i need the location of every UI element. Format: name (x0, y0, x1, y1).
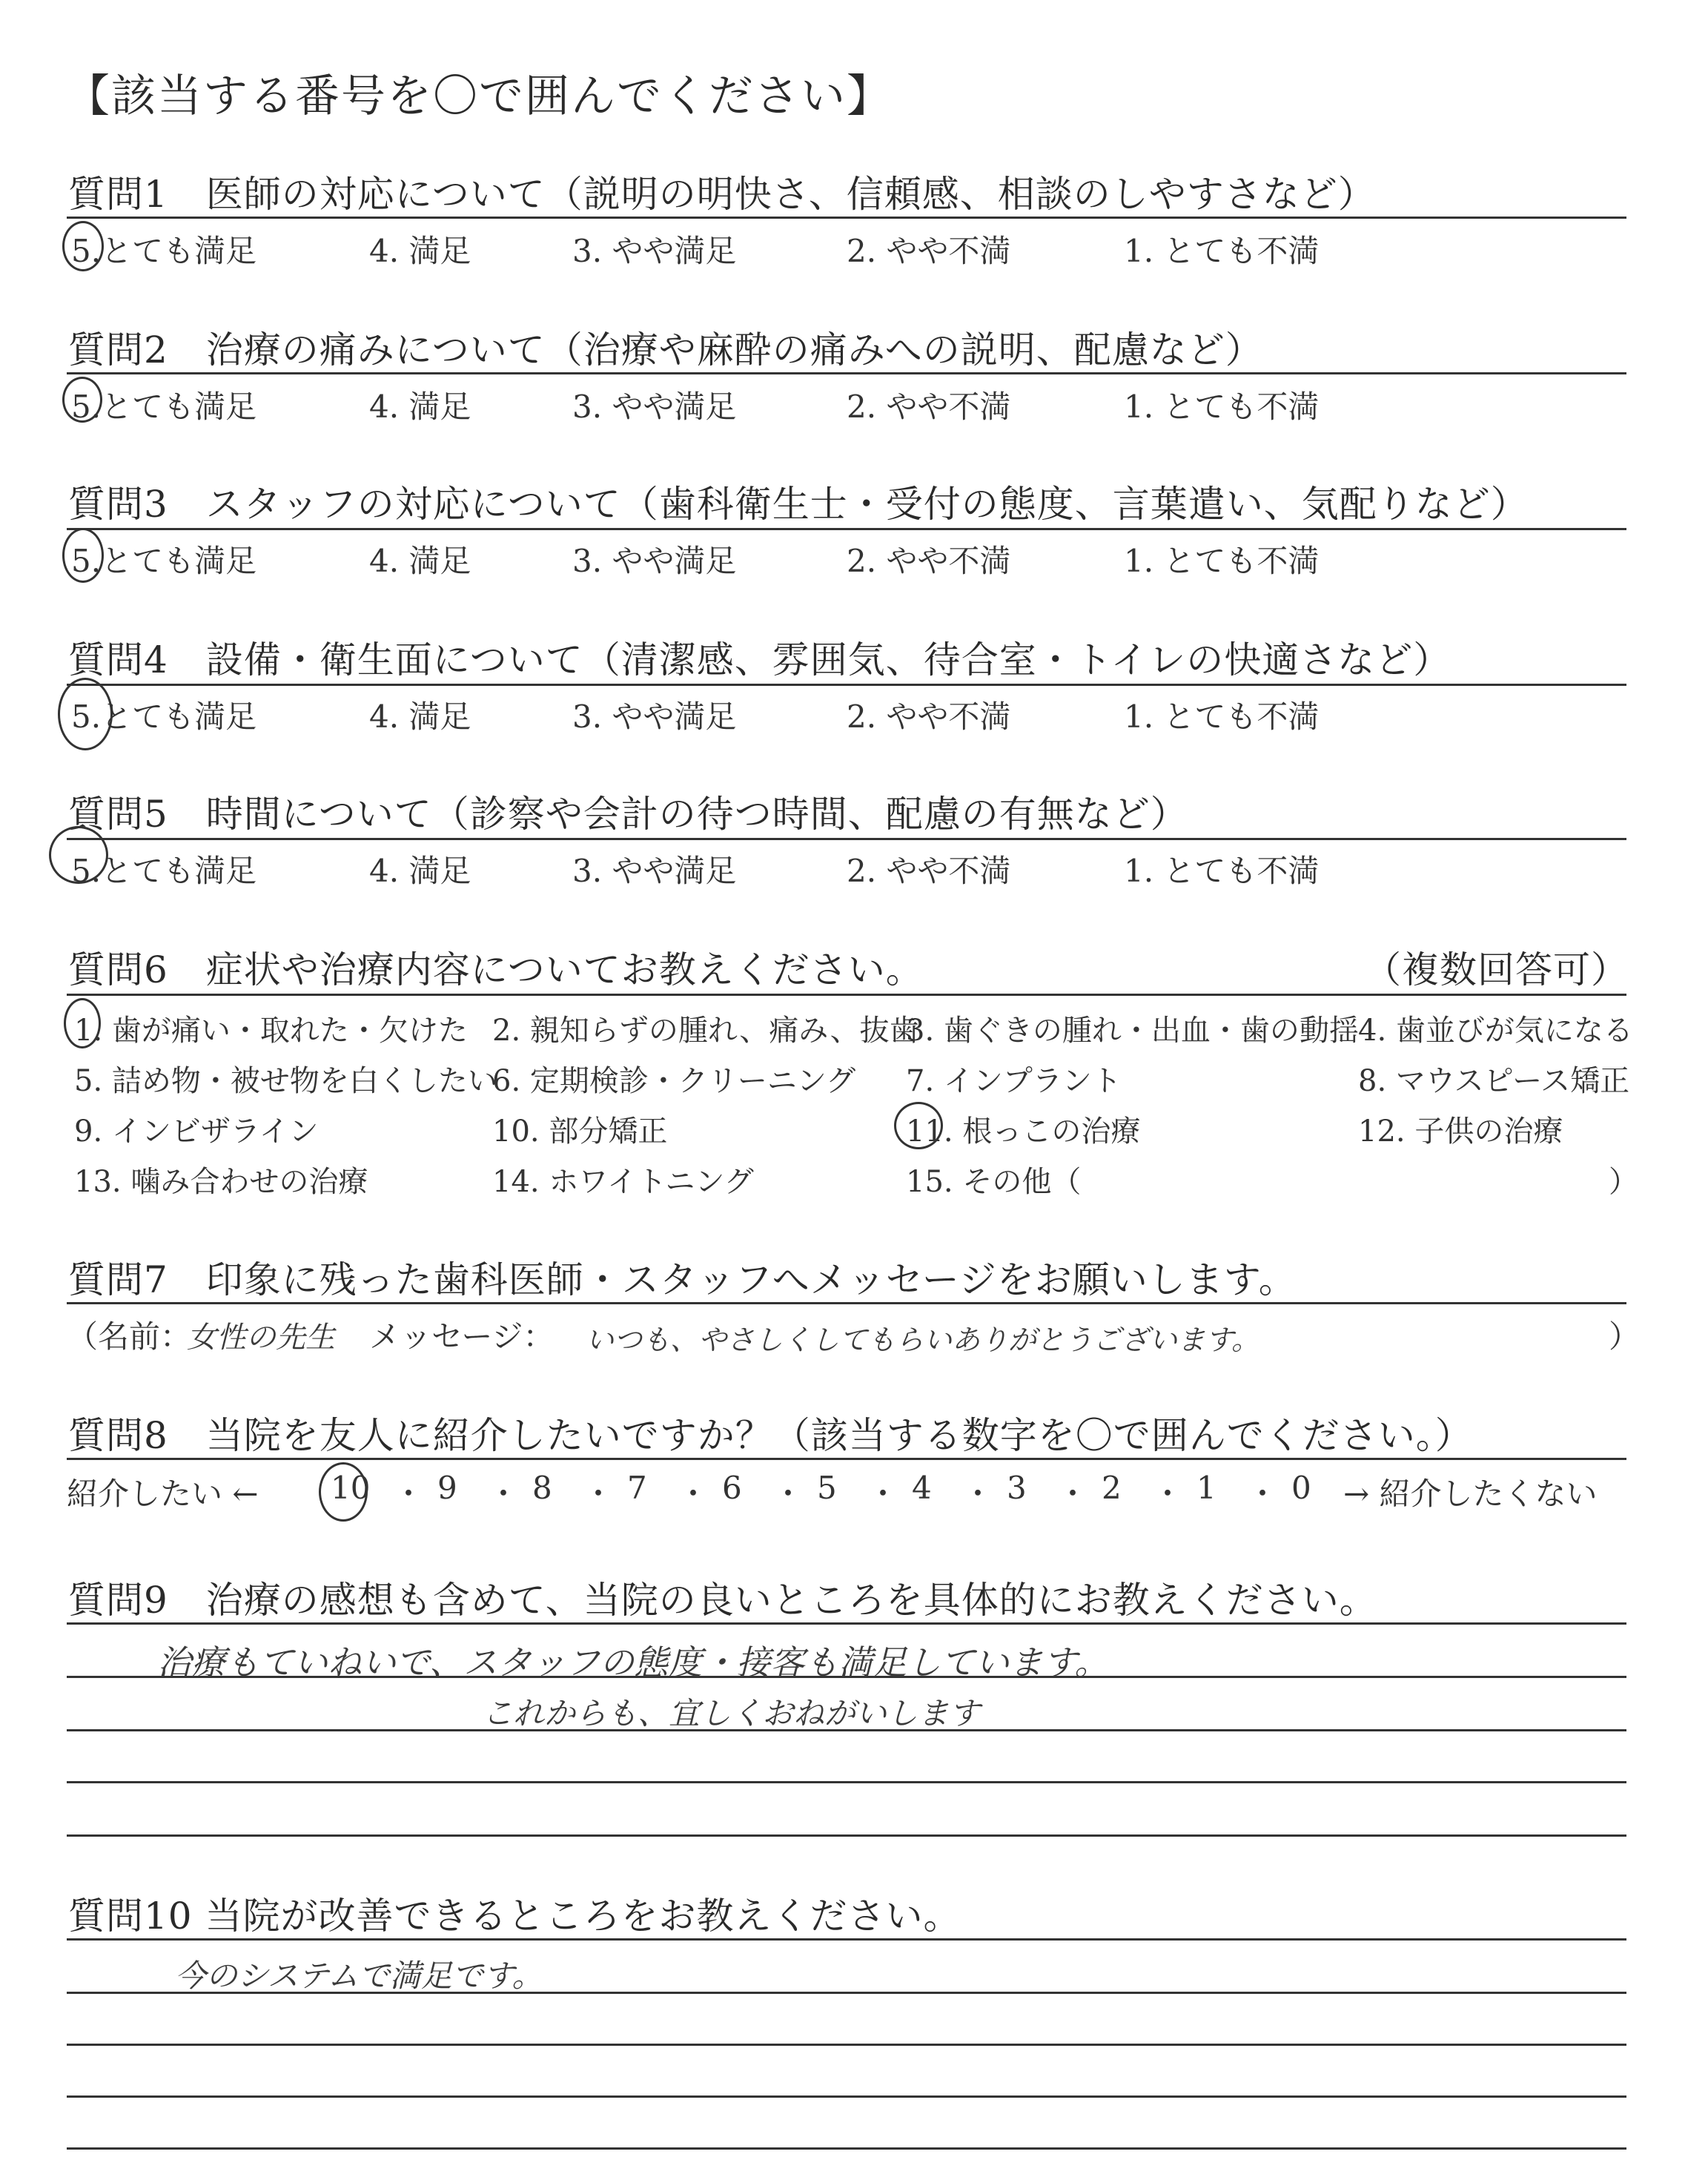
question-7-title: 質問7 印象に残った歯科医師・スタッフへメッセージをお願いします。 (68, 1258, 1297, 1301)
q8-scale-3[interactable]: 3 (1007, 1470, 1027, 1506)
q5-option-4[interactable]: 4. 満足 (369, 853, 471, 889)
q6-option-4[interactable]: 4. 歯並びが気になる (1358, 1014, 1633, 1048)
q10-answer-line-1[interactable]: 今のシステムで満足です。 (175, 1958, 543, 1994)
q8-scale-4[interactable]: 4 (912, 1470, 932, 1506)
q8-right-label: → 紹介したくない (1343, 1476, 1598, 1512)
q6-selection-circle-1 (64, 998, 101, 1048)
q3-option-2[interactable]: 2. やや不満 (847, 543, 1011, 579)
answer-line (67, 1781, 1626, 1783)
q7-message-label: メッセージ： (369, 1318, 555, 1355)
q8-scale-dot: ・ (772, 1476, 804, 1512)
q8-scale-dot: ・ (678, 1476, 709, 1512)
q5-option-3[interactable]: 3. やや満足 (572, 853, 737, 889)
q8-scale-dot: ・ (867, 1476, 899, 1512)
q8-scale-dot: ・ (488, 1476, 520, 1512)
q5-option-1[interactable]: 1. とても不満 (1124, 853, 1320, 889)
q3-option-5[interactable]: 5.とても満足 (71, 543, 257, 579)
q8-scale-9[interactable]: 9 (437, 1470, 457, 1506)
q3-option-3[interactable]: 3. やや満足 (572, 543, 737, 579)
q8-scale-2[interactable]: 2 (1102, 1470, 1122, 1506)
question-6-title: 質問6 症状や治療内容についてお教えください。 (68, 948, 924, 991)
answer-line (67, 2095, 1626, 2098)
q1-option-3[interactable]: 3. やや満足 (572, 233, 737, 269)
q8-scale-8[interactable]: 8 (532, 1470, 552, 1506)
question-2-title: 質問2 治療の痛みについて（治療や麻酔の痛みへの説明、配慮など） (68, 328, 1263, 371)
q2-option-4[interactable]: 4. 満足 (369, 389, 471, 425)
q8-scale-10[interactable]: 10 (331, 1470, 371, 1506)
q2-option-1[interactable]: 1. とても不満 (1124, 389, 1320, 425)
q4-selection-circle (58, 678, 113, 750)
q1-option-4[interactable]: 4. 満足 (369, 233, 471, 269)
q8-scale-dot: ・ (1247, 1476, 1279, 1512)
q6-option-2[interactable]: 2. 親知らずの腫れ、痛み、抜歯 (492, 1014, 919, 1048)
q1-option-2[interactable]: 2. やや不満 (847, 233, 1011, 269)
q6-option-5[interactable]: 5. 詰め物・被せ物を白くしたい (74, 1064, 497, 1098)
q5-option-2[interactable]: 2. やや不満 (847, 853, 1011, 889)
q6-option-10[interactable]: 10. 部分矯正 (492, 1114, 668, 1149)
q7-name-label: （名前： (67, 1318, 192, 1355)
q9-answer-line-1[interactable]: 治療もていねいで、スタッフの態度・接客も満足しています。 (157, 1642, 1109, 1682)
q8-scale-7[interactable]: 7 (627, 1470, 647, 1506)
q2-selection-circle (62, 377, 102, 423)
q8-scale-dot: ・ (962, 1476, 994, 1512)
q3-selection-circle (62, 528, 104, 583)
q3-option-1[interactable]: 1. とても不満 (1124, 543, 1320, 579)
question-10-title: 質問10 当院が改善できるところをお教えください。 (68, 1895, 961, 1938)
q9-answer-line-2[interactable]: これからも、宜しくおねがいします (482, 1695, 981, 1731)
q8-selection-circle (319, 1462, 371, 1522)
q6-option-15[interactable]: 15. その他（ (906, 1165, 1082, 1199)
question-9-title: 質問9 治療の感想も含めて、当院の良いところを具体的にお教えください。 (68, 1579, 1377, 1622)
q6-option-7[interactable]: 7. インプラント (906, 1064, 1122, 1098)
question-1-title: 質問1 医師の対応について（説明の明快さ、信頼感、相談のしやすさなど） (68, 173, 1376, 216)
q8-scale-dot: ・ (583, 1476, 615, 1512)
question-3-title: 質問3 スタッフの対応について（歯科衛生士・受付の態度、言葉遣い、気配りなど） (68, 483, 1529, 526)
answer-line (67, 2044, 1626, 2046)
question-2-rule (67, 372, 1626, 374)
q6-other-close-paren: ） (1609, 1165, 1638, 1199)
q7-close-paren: ） (1609, 1318, 1641, 1355)
q6-option-8[interactable]: 8. マウスピース矯正 (1358, 1064, 1630, 1098)
q7-name-value[interactable]: 女性の先生 (187, 1321, 335, 1355)
q6-option-13[interactable]: 13. 噛み合わせの治療 (74, 1165, 368, 1199)
q8-left-label: 紹介したい ← (67, 1476, 259, 1512)
q4-option-3[interactable]: 3. やや満足 (572, 698, 737, 735)
question-4-title: 質問4 設備・衛生面について（清潔感、雰囲気、待合室・トイレの快適さなど） (68, 638, 1452, 681)
q6-option-3[interactable]: 3. 歯ぐきの腫れ・出血・歯の動揺 (906, 1014, 1359, 1048)
q1-selection-circle (62, 221, 104, 271)
q6-option-11[interactable]: 11. 根っこの治療 (906, 1114, 1141, 1149)
answer-line (67, 1834, 1626, 1837)
question-1-rule (67, 217, 1626, 219)
q4-option-5[interactable]: 5.とても満足 (71, 698, 257, 735)
question-10-rule (67, 1938, 1626, 1941)
question-4-rule (67, 684, 1626, 686)
q6-option-9[interactable]: 9. インビザライン (74, 1114, 319, 1149)
q8-scale-dot: ・ (1152, 1476, 1184, 1512)
q8-scale-0[interactable]: 0 (1291, 1470, 1311, 1506)
q8-scale-dot: ・ (1057, 1476, 1089, 1512)
q8-scale-6[interactable]: 6 (722, 1470, 742, 1506)
q6-option-14[interactable]: 14. ホワイトニング (492, 1165, 754, 1199)
question-8-rule (67, 1458, 1626, 1460)
question-7-rule (67, 1302, 1626, 1304)
q2-option-5[interactable]: 5.とても満足 (71, 389, 257, 425)
q2-option-2[interactable]: 2. やや不満 (847, 389, 1011, 425)
question-8-title: 質問8 当院を友人に紹介したいですか？（該当する数字を〇で囲んでください。） (68, 1414, 1473, 1457)
q7-message-value[interactable]: いつも、やさしくしてもらいありがとうございます。 (586, 1324, 1260, 1356)
q6-option-12[interactable]: 12. 子供の治療 (1358, 1114, 1563, 1149)
q8-scale-dot: ・ (393, 1476, 425, 1512)
q4-option-4[interactable]: 4. 満足 (369, 698, 471, 735)
q6-option-6[interactable]: 6. 定期検診・クリーニング (492, 1064, 856, 1098)
q4-option-2[interactable]: 2. やや不満 (847, 698, 1011, 735)
q5-option-5[interactable]: 5.とても満足 (71, 853, 257, 889)
question-5-rule (67, 838, 1626, 840)
question-9-rule (67, 1622, 1626, 1625)
q8-scale-1[interactable]: 1 (1196, 1470, 1217, 1506)
question-5-title: 質問5 時間について（診察や会計の待つ時間、配慮の有無など） (68, 793, 1188, 836)
q4-option-1[interactable]: 1. とても不満 (1124, 698, 1320, 735)
q2-option-3[interactable]: 3. やや満足 (572, 389, 737, 425)
question-3-rule (67, 528, 1626, 530)
q1-option-1[interactable]: 1. とても不満 (1124, 233, 1320, 269)
q6-selection-circle-11 (894, 1102, 943, 1149)
question-6-note: （複数回答可） (1364, 948, 1629, 991)
page-title: 【該当する番号を〇で囲んでください】 (65, 70, 893, 122)
question-6-rule (67, 994, 1626, 996)
answer-line (67, 2147, 1626, 2150)
q1-option-5[interactable]: 5.とても満足 (71, 233, 257, 269)
q8-scale-5[interactable]: 5 (817, 1470, 837, 1506)
q6-option-1[interactable]: 1. 歯が痛い・取れた・欠けた (74, 1014, 468, 1048)
q5-selection-circle (49, 826, 108, 884)
q3-option-4[interactable]: 4. 満足 (369, 543, 471, 579)
